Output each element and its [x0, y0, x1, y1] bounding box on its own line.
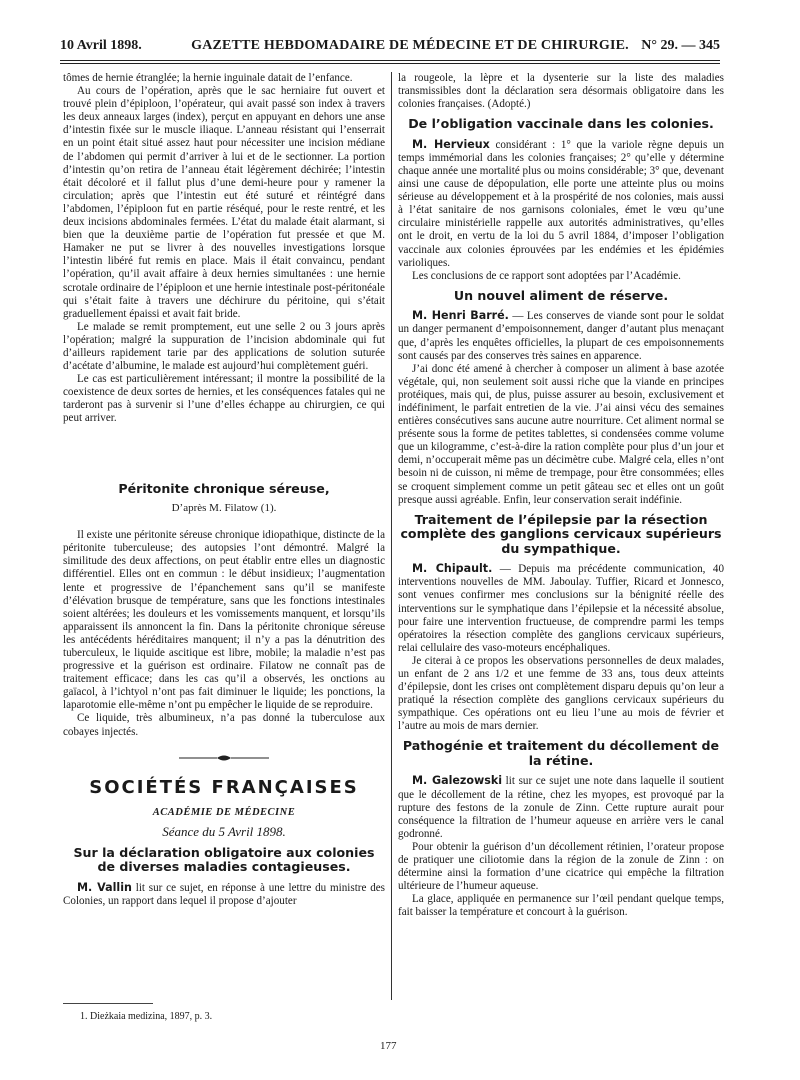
paragraph: J’ai donc été amené à chercher à composer un aliment à base azotée végétale, qui, non seulement soit aussi riche que la viande en principes protéiques, mais qui, de plus, puisse assurer au besoin, exclusivement et indéfiniment, le parfait entretien de la vie. J’ai ainsi vécu des semaines entières consécutives sans aucune autre nourriture. Cet aliment normal se présente sous la forme de petites tablettes, si condensées comme volume que un kilogramme, c’est-à-dire la ration complète pour plus d’un jour et demi, n’occuperait même pas un décimètre cube. Malgré cela, elles n’ont besoin ni de cuisson, ni même de trempage, pour être consommées; elles se croquent simplement comme un petit gâteau sec et elles ont un goût presque aussi agréable. Enfin, leur conservation serait indéfinie.: [398, 362, 724, 506]
academie-heading: ACADÉMIE DE MÉDECINE: [152, 806, 296, 818]
column-divider: [391, 72, 392, 1000]
paragraph-text: lit sur ce sujet une note dans laquelle il soutient que le décollement de la rétine, chez les myopes, est provoqué par la rupture des festons de la zonule de Zinn. Cette rupture aurait pour conséquence la filtration de l’humeur aqueuse en arrière vers le canal godronné.: [398, 775, 724, 840]
paragraph: Il existe une péritonite séreuse chronique idiopathique, distincte de la péritonite tuberculeuse; des autopsies l’ont démontré. Malgré la similitude des deux affections, on peut établir entre elles un diagnostic différentiel. Elles ont en commun : le début insidieux; l’augmentation lente et progressive de l’épanchement sans qu’il se manifeste d’élévation brusque de température, sans que les fonctions intestinales soient altérées; les douleurs et les vomissements manquent, et lorsqu’ils apparaissent ils annoncent la fin. Dans la péritonite chronique séreuse les antécédents héréditaires manquent; il n’y a pas la dénutrition des tuberculeux, le liquide ascitique est libre, mobile; la maladie n’est pas progressive et la guérison est ordinaire. Filatow ne connaît pas de traitement efficace; dans les cas qu’il a observés, les onctions au gaïacol, à l’ichtyol n’ont pas fait diminuer le liquide; les ponctions, la laparotomie elle-même n’ont pu empêcher le liquide de se reproduire.: [63, 529, 385, 712]
seance-date: Séance du 5 Avril 1898.: [162, 823, 286, 839]
paragraph: [398, 138, 724, 270]
spacer: [63, 426, 385, 476]
issue-page-number: N° 29. — 345: [641, 38, 720, 53]
paragraph: [398, 562, 724, 655]
paragraph: Le malade se remit promptement, eut une selle 2 ou 3 jours après l’opération; malgré la suppuration de l’incision abdominale qui fut d’ailleurs rapidement tarie par des applications de solution suturée d’acétate d’albumine, le malade est aujourd’hui complètement guéri.: [63, 320, 385, 373]
paragraph-text: lit sur ce sujet, en réponse à une lettre du ministre des Colonies, un rapport dans lequel il propose d’ajouter: [63, 881, 386, 907]
paragraph: La glace, appliquée en permanence sur l’œil pendant quelque temps, fait baisser la température et concourt à la guérison.: [398, 893, 724, 919]
section-heading-obligation: De l’obligation vaccinale dans les colonies.: [408, 116, 714, 132]
paragraph: Les conclusions de ce rapport sont adoptées par l’Académie.: [412, 269, 681, 282]
section-heading-declaration: Sur la déclaration obligatoire aux colonies de diverses maladies contagieuses.: [73, 844, 375, 875]
paragraph-text: — Depuis ma précédente communication, 40 interventions nouvelles de MM. Jaboulay. Tuffier, Ricard et Jonnesco, sont venues confirmer mes conclusions sur la bénignité réelle des interventions sur le symphatique dans l’épilepsie et la nécessité absolue, pour faire une intervention fructueuse, de comprendre parmi les temps opératoires la résection complète des ganglions cervicaux supérieurs, relai cellulaire des vaso-moteurs encéphaliques.: [398, 563, 724, 654]
speaker-name: M. Galezowski: [412, 774, 503, 788]
societes-heading: SOCIÉTÉS FRANÇAISES: [89, 776, 359, 798]
speaker-name: M. Henri Barré.: [412, 309, 509, 323]
speaker-name: M. Vallin: [77, 880, 132, 894]
attribution: D’après M. Filatow (1).: [171, 502, 277, 515]
paragraph: Je citerai à ce propos les observations personnelles de deux malades, un enfant de 2 ans 1/2 et une femme de 33 ans, tous deux atteints d’épilepsie, dont les crises ont complètement disparu depuis qu’on leur a pratiqué la résection complète des ganglions cervicaux supérieurs du sympathique. Ces opérations ont eu lieu l’une au mois de février et l’autre au mois de mars dernier.: [398, 654, 724, 733]
paragraph: la rougeole, la lèpre et la dysenterie sur la liste des maladies transmissibles dont la déclaration sera désormais obligatoire dans les colonies françaises. (Adopté.): [398, 72, 724, 111]
paragraph: [63, 881, 385, 908]
paragraph: tômes de hernie étranglée; la hernie inguinale datait de l’enfance.: [63, 72, 353, 84]
journal-title: GAZETTE HEBDOMADAIRE DE MÉDECINE ET DE CHIRURGIE.: [191, 38, 629, 53]
paragraph: Ce liquide, très albumineux, n’a pas donné la tuberculose aux cobayes injectés.: [63, 712, 385, 738]
paragraph: [398, 774, 724, 840]
paragraph: [398, 309, 724, 362]
header-date: 10 Avril 1898.: [60, 38, 142, 53]
section-heading-epilepsie: Traitement de l’épilepsie par la résection complète des ganglions cervicaux supérieurs du sympathique.: [400, 511, 722, 556]
running-header: [60, 38, 720, 58]
footnote: 1. Dieżkaia medizina, 1897, p. 3.: [80, 1011, 213, 1022]
section-heading-aliment: Un nouvel aliment de réserve.: [453, 287, 669, 303]
speaker-name: M. Hervieux: [412, 137, 490, 151]
header-rule-top: [60, 60, 720, 61]
right-column: [398, 72, 724, 919]
speaker-name: M. Chipault.: [412, 562, 493, 576]
section-heading-peritonite: Péritonite chronique séreuse,: [118, 480, 330, 496]
header-rule-bottom: [60, 63, 720, 64]
paragraph: Au cours de l’opération, après que le sac herniaire fut ouvert et trouvé plein d’épiploon, l’opérateur, qui avait passé son index à travers les deux anneaux larges (index), perçut en appuyant en dehors une anse d’intestin fixée sur le muscle iliaque. L’anneau résistant qui l’enserrait en un point était situé assez haut pour nécessiter une incision médiane de l’abdomen qui permit d’arriver à lui et de le sectionner. La portion d’intestin qu’on retira de l’anneau était légèrement déchirée; l’intestin était décoloré et il fallut plus d’une demi-heure pour y ramener la circulation; après que l’intestin eut été suturé et réintégré dans l’abdomen, l’épiploon fut en partie réséqué, pour le reste rentré, et les deux incisions abdominales fermées. L’état du malade était alarmant, si bien que la deuxième partie de l’opération fut pressée et que M. Hamaker ne put se livrer à des nouvelles investigations lorsque l’intestin libéré fut remis en place. Mais il était convaincu, pendant l’opération, qu’il avait affaire à deux hernies simultanées : une hernie scrotale ordinaire de l’épiploon et une hernie intestinale post-péritonéale qui s’était faite à travers une déchirure du péritoine, qui s’était graduellement épaissi et avait fait bride.: [63, 85, 385, 320]
section-heading-pathogenie: Pathogénie et traitement du décollement de la rétine.: [402, 738, 720, 768]
paragraph-text: — Les conserves de viande sont pour le soldat un danger permanent d’empoisonnement, danger d’autant plus menaçant que, d’après les enquêtes officielles, la plupart de ces empoisonnements sont causés par des conserves très saines en apparence.: [398, 310, 724, 362]
paragraph-text: considérant : 1° que la variole règne depuis un temps immémorial dans les colonies françaises; 2° qu’elle y détermine chaque année une mortalité plus ou moins considérable; 3° que, devenant ainsi une cause de dépopulation, elle porte une atteinte plus ou moins sérieuse au développement et à la prospérité de nos colonies, mais aussi à l’état sanitaire de nos garnisons coloniales, émet le vœu qu’une circulaire ministérielle rappelle aux autorités administratives, qu’elles ont le droit, en vertu de la loi du 5 avril 1884, d’imposer l’obligation vaccinale aux colonies éprouvées par les endémies et les épidémies varioliques.: [398, 138, 724, 269]
paragraph: Pour obtenir la guérison d’un décollement rétinien, l’orateur propose de pratiquer une ciliotomie dans la région de la zonule de Zinn : on détermine ainsi la formation d’une cicatrice qui empêche la filtration ultérieure de l’humeur aqueuse.: [398, 840, 724, 893]
left-column: [63, 72, 385, 908]
page-number: 177: [380, 1040, 397, 1052]
paragraph: Le cas est particulièrement intéressant; il montre la possibilité de la coexistence de deux sortes de hernies, et les conséquences fatales qui ne tarderont pas à survenir si l’une d’elles échappe au chirurgien, ce qui peut arriver.: [63, 373, 385, 425]
footnote-rule: [63, 1003, 153, 1004]
ornament-divider: [179, 753, 269, 763]
